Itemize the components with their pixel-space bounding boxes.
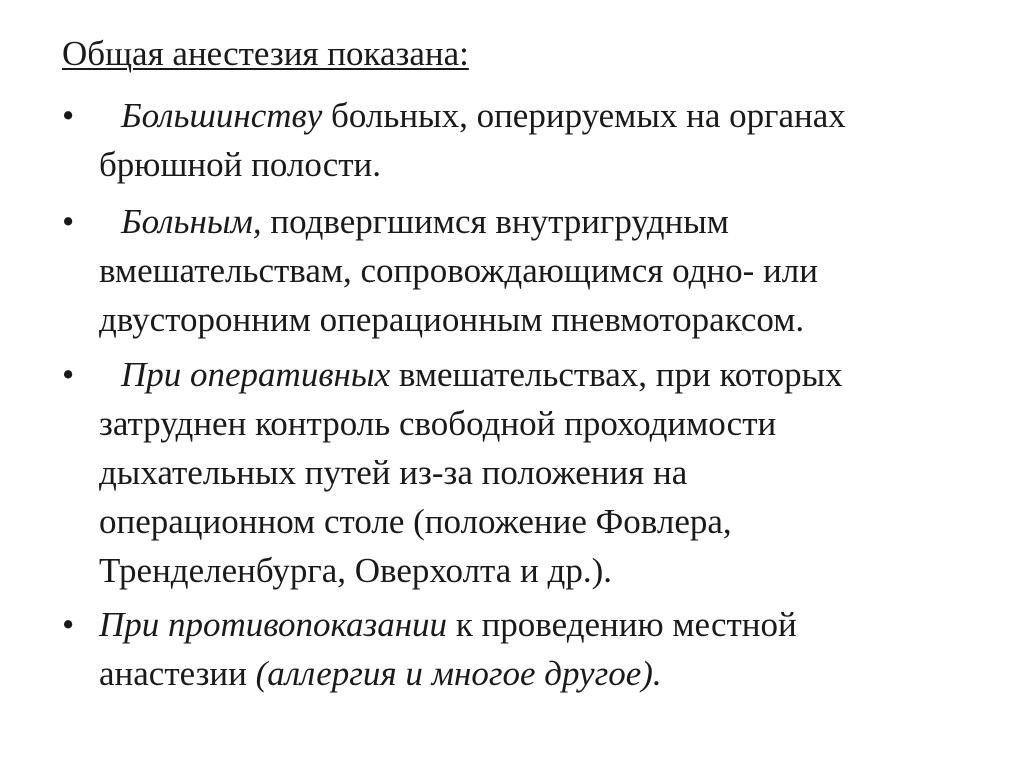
item-line-plain: анастезии — [99, 654, 256, 693]
item-emphasis: (аллергия и многое другое). — [255, 654, 662, 693]
item-emphasis: При оперативных — [121, 355, 391, 394]
item-line-rest: к проведению местной — [447, 605, 797, 644]
item-line — [99, 197, 969, 246]
bullet-icon: • — [62, 202, 75, 241]
item-line — [99, 600, 969, 649]
item-line-rest: больных, оперируемых на органах — [322, 96, 846, 135]
bullet-icon: • — [62, 355, 75, 394]
slide-heading: Общая анестезия показана: — [62, 34, 469, 73]
item-line: дыхательных путей из-за положения на — [99, 453, 688, 492]
item-line: вмешательствам, сопровождающимся одно- или — [99, 251, 818, 290]
item-emphasis: Больным, — [121, 202, 262, 241]
item-line: операционном столе (положение Фовлера, — [99, 502, 732, 541]
item-line — [99, 91, 969, 140]
item-line: брюшной полости. — [99, 145, 382, 184]
item-line: Тренделенбурга, Оверхолта и др.). — [99, 551, 613, 590]
item-emphasis: При противопоказании — [99, 605, 448, 644]
item-text — [99, 197, 969, 344]
bullet-icon: • — [62, 96, 75, 135]
item-line: двусторонним операционным пневмотораксом. — [99, 300, 805, 339]
item-line-rest: подвергшимся внутригрудным — [261, 202, 729, 241]
item-line: затруднен контроль свободной проходимости — [99, 404, 777, 443]
item-line — [99, 649, 969, 698]
item-text — [99, 600, 969, 698]
item-emphasis: Большинству — [121, 96, 323, 135]
item-line — [99, 350, 969, 399]
bullet-icon: • — [62, 605, 75, 644]
item-text — [99, 91, 969, 189]
item-line-rest: вмешательствах, при которых — [390, 355, 843, 394]
item-text — [99, 350, 969, 595]
